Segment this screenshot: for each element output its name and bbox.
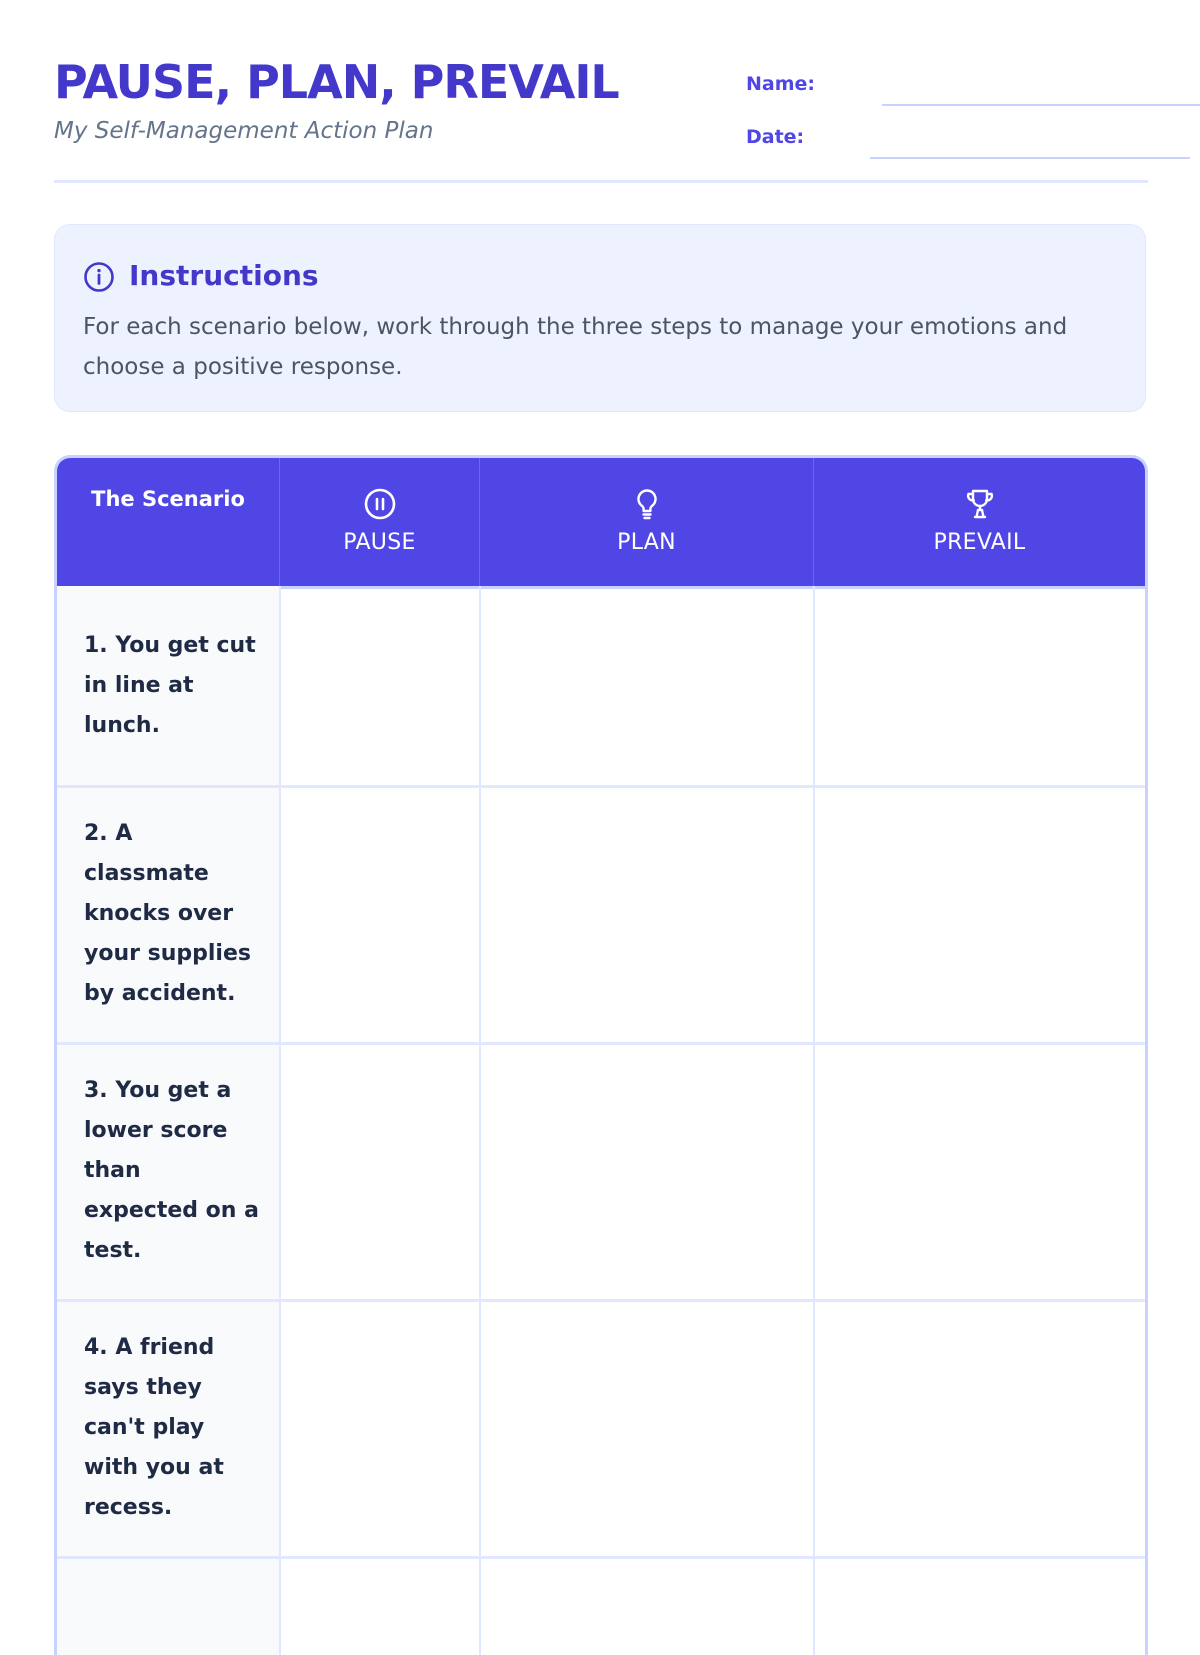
worksheet-header — [54, 52, 1148, 182]
pause-cell[interactable] — [279, 788, 479, 1042]
header-plan — [479, 458, 813, 586]
prevail-cell[interactable] — [813, 1045, 1145, 1299]
scenario-cell — [57, 1045, 279, 1299]
scenario-text: 3. You get a lower score than expected on a test. — [84, 1078, 259, 1263]
header-pause — [279, 458, 479, 586]
lightbulb-icon — [629, 486, 665, 522]
plan-cell[interactable] — [479, 1045, 813, 1299]
table-row — [57, 788, 1145, 1045]
prevail-cell[interactable] — [813, 586, 1145, 785]
header-pause-label: PAUSE — [343, 530, 416, 555]
worksheet-subtitle: My Self-Management Action Plan — [54, 118, 434, 144]
scenario-cell — [57, 1559, 279, 1655]
worksheet-title: PAUSE, PLAN, PREVAIL — [54, 55, 619, 109]
trophy-icon — [962, 486, 998, 522]
header-prevail-label: PREVAIL — [933, 530, 1026, 555]
scenario-text: 1. You get cut in line at lunch. — [84, 633, 256, 738]
pause-circle-icon — [362, 486, 398, 522]
name-line[interactable] — [882, 104, 1200, 106]
action-plan-table — [54, 455, 1148, 1655]
scenario-text: 2. A classmate knocks over your supplies by accident. — [84, 821, 251, 1006]
scenario-cell — [57, 586, 279, 785]
pause-cell[interactable] — [279, 586, 479, 785]
prevail-cell[interactable] — [813, 788, 1145, 1042]
header-plan-label: PLAN — [617, 530, 676, 555]
date-line[interactable] — [870, 157, 1190, 159]
pause-cell[interactable] — [279, 1302, 479, 1556]
prevail-cell[interactable] — [813, 1559, 1145, 1655]
prevail-cell[interactable] — [813, 1302, 1145, 1556]
header-scenario — [57, 458, 279, 586]
info-icon — [83, 261, 115, 293]
pause-cell[interactable] — [279, 1045, 479, 1299]
scenario-cell — [57, 1302, 279, 1556]
plan-cell[interactable] — [479, 586, 813, 785]
scenario-text: 4. A friend says they can't play with you at recess. — [84, 1335, 224, 1520]
pause-cell[interactable] — [279, 1559, 479, 1655]
date-label: Date: — [746, 126, 805, 148]
table-row — [57, 1045, 1145, 1302]
table-header — [57, 458, 1145, 589]
header-scenario-label: The Scenario — [91, 487, 245, 511]
plan-cell[interactable] — [479, 1559, 813, 1655]
plan-cell[interactable] — [479, 1302, 813, 1556]
name-label: Name: — [746, 73, 816, 95]
table-row — [57, 586, 1145, 788]
instructions-panel — [54, 224, 1146, 412]
table-row — [57, 1302, 1145, 1559]
header-prevail — [813, 458, 1145, 586]
instructions-title: Instructions — [129, 259, 319, 292]
table-row — [57, 1559, 1145, 1655]
instructions-text: For each scenario below, work through the three steps to manage your emotions and choose a positive response. — [83, 314, 1068, 380]
plan-cell[interactable] — [479, 788, 813, 1042]
scenario-cell — [57, 788, 279, 1042]
header-divider — [54, 180, 1148, 183]
